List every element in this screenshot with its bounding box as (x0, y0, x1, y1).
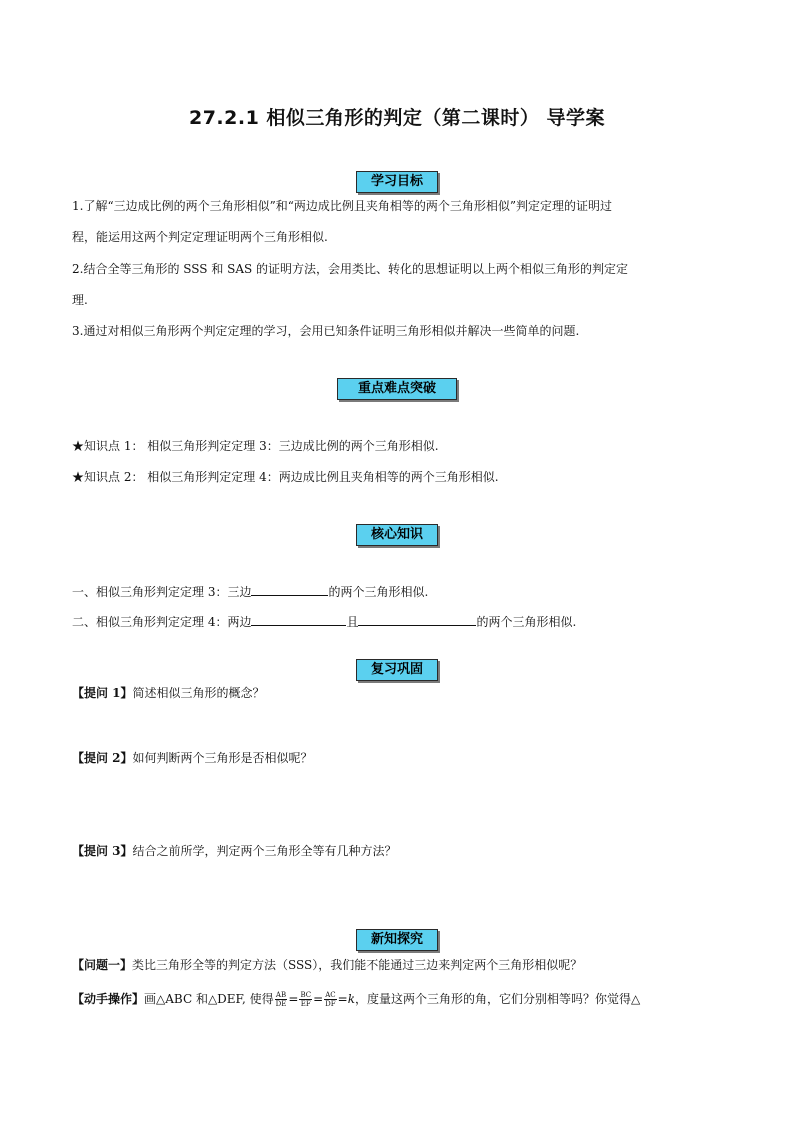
review-question-2 (72, 750, 722, 766)
section-explore-wrap (0, 928, 794, 951)
core-line-2-mid: 且 (346, 615, 359, 629)
fraction-2-denominator: EF (300, 1000, 311, 1008)
knowledge-point-2: ★知识点 2： 相似三角形判定定理 4：两边成比例且夹角相等的两个三角形相似. (72, 470, 499, 484)
section-review-wrap (0, 658, 794, 681)
core-line-1-start: 一、相似三角形判定定理 3：三边 (72, 585, 252, 599)
fraction-ab-de (275, 991, 288, 1008)
review-q3-text: 结合之前所学，判定两个三角形全等有几种方法？ (132, 844, 397, 858)
fraction-ac-df (324, 991, 336, 1008)
explore-p2-text-start: 画△ABC 和△DEF, 使得 (144, 992, 274, 1006)
explore-p1-tag: 【问题一】 (72, 958, 133, 972)
goal-line-1: 1.了解“三边成比例的两个三角形相似”和“两边成比例且夹角相等的两个三角形相似”判定定理的证明过 (72, 199, 612, 213)
explore-problem-1 (72, 957, 722, 973)
review-q2-text: 如何判断两个三角形是否相似呢？ (132, 751, 313, 765)
goal-line-2: 程，能运用这两个判定定理证明两个三角形相似. (72, 230, 328, 244)
section-goals-wrap (0, 170, 794, 193)
fraction-3-numerator: AC (325, 991, 336, 999)
core-line-1 (72, 583, 722, 600)
explore-p2-text-end: ，度量这两个三角形的角，它们分别相等吗？你觉得△ (354, 992, 641, 1006)
page-title: 27.2.1 相似三角形的判定（第二课时） 导学案 (188, 107, 606, 129)
goal-line-3: 2.结合全等三角形的 SSS 和 SAS 的证明方法，会用类比、转化的思想证明以上两个相似三角形的判定定 (72, 262, 629, 276)
review-question-1 (72, 685, 722, 701)
core-line-1-end: 的两个三角形相似. (328, 585, 429, 599)
fill-blank-3[interactable] (358, 613, 476, 626)
ratio-k: k (347, 992, 355, 1006)
section-keypoints-wrap (0, 377, 794, 400)
core-line-2-start: 二、相似三角形判定定理 4：两边 (72, 615, 252, 629)
section-badge-goals: 学习目标 (356, 171, 438, 193)
fill-blank-2[interactable] (251, 613, 346, 626)
section-badge-key-points: 重点难点突破 (337, 378, 457, 400)
section-core-wrap (0, 523, 794, 546)
goal-line-5: 3.通过对相似三角形两个判定定理的学习，会用已知条件证明三角形相似并解决一些简单的问题. (72, 324, 580, 338)
fraction-1-denominator: DE (275, 1000, 287, 1008)
equals-sign-3: = (337, 992, 348, 1006)
review-q2-tag: 【提问 2】 (72, 751, 133, 765)
fraction-3-denominator: DF (325, 1000, 336, 1008)
review-q1-text: 简述相似三角形的概念？ (132, 686, 265, 700)
equals-sign-1: = (288, 992, 299, 1006)
section-badge-review: 复习巩固 (356, 659, 438, 681)
core-line-2-end: 的两个三角形相似. (476, 615, 577, 629)
section-badge-core: 核心知识 (356, 524, 438, 546)
explore-problem-2 (72, 991, 722, 1008)
review-question-3 (72, 843, 722, 859)
core-line-2 (72, 613, 722, 630)
knowledge-point-1: ★知识点 1： 相似三角形判定定理 3：三边成比例的两个三角形相似. (72, 439, 439, 453)
fill-blank-1[interactable] (251, 583, 328, 596)
fraction-2-numerator: BC (300, 991, 312, 999)
explore-p2-tag: 【动手操作】 (72, 992, 145, 1006)
section-badge-explore: 新知探究 (356, 929, 438, 951)
review-q1-tag: 【提问 1】 (72, 686, 133, 700)
goal-line-4: 理. (72, 293, 88, 307)
fraction-1-numerator: AB (275, 991, 287, 999)
equals-sign-2: = (313, 992, 324, 1006)
review-q3-tag: 【提问 3】 (72, 844, 133, 858)
explore-p1-text: 类比三角形全等的判定方法（SSS），我们能不能通过三边来判定两个三角形相似呢？ (132, 958, 583, 972)
fraction-bc-ef (299, 991, 312, 1008)
